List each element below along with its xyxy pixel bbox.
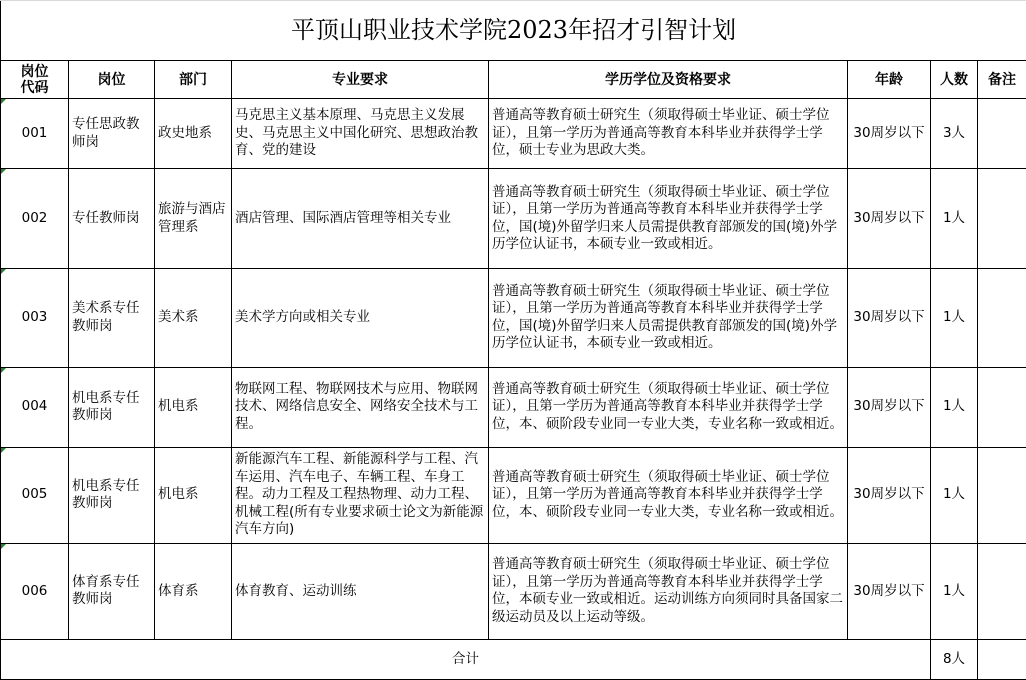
cell-count[interactable]: 1人: [931, 367, 978, 447]
title-row: [1, 1, 1026, 61]
cell-education[interactable]: 普通高等教育硕士研究生（须取得硕士毕业证、硕士学位证），且第一学历为普通高等教育本科毕业并获得学士学位，国(境)外留学归来人员需提供教育部颁发的国(境)外学历学位认证书，本硕专业一致或相近。: [489, 169, 848, 269]
cell-major[interactable]: 酒店管理、国际酒店管理等相关专业: [232, 169, 489, 269]
cell-remark[interactable]: [978, 269, 1026, 367]
cell-education[interactable]: 普通高等教育硕士研究生（须取得硕士毕业证、硕士学位证），且第一学历为普通高等教育本科毕业并获得学士学位，本、硕阶段专业同一专业大类，专业名称一致或相近。: [489, 447, 848, 543]
cell-age[interactable]: 30周岁以下: [848, 543, 931, 639]
cell-code[interactable]: 005: [1, 447, 69, 543]
table-row: [1, 269, 1026, 367]
cell-age[interactable]: 30周岁以下: [848, 169, 931, 269]
table-row: [1, 447, 1026, 543]
cell-remark[interactable]: [978, 169, 1026, 269]
cell-count[interactable]: 3人: [931, 99, 978, 169]
header-code: 岗位 代码: [1, 61, 69, 99]
header-major: 专业要求: [232, 61, 489, 99]
header-age: 年龄: [848, 61, 931, 99]
cell-position[interactable]: 体育系专任教师岗: [69, 543, 155, 639]
cell-remark[interactable]: [978, 447, 1026, 543]
page-title: 平顶山职业技术学院2023年招才引智计划: [1, 1, 1026, 61]
cell-department[interactable]: 体育系: [155, 543, 232, 639]
total-label[interactable]: 合计: [1, 639, 931, 679]
cell-remark[interactable]: [978, 543, 1026, 639]
cell-age[interactable]: 30周岁以下: [848, 99, 931, 169]
total-row: [1, 639, 1026, 679]
total-count[interactable]: 8人: [931, 639, 978, 679]
cell-code[interactable]: 002: [1, 169, 69, 269]
cell-remark[interactable]: [978, 99, 1026, 169]
cell-department[interactable]: 机电系: [155, 447, 232, 543]
header-remark: 备注: [978, 61, 1026, 99]
header-position: 岗位: [69, 61, 155, 99]
cell-education[interactable]: 普通高等教育硕士研究生（须取得硕士毕业证、硕士学位证），且第一学历为普通高等教育本科毕业并获得学士学位，本、硕阶段专业同一专业大类，专业名称一致或相近。: [489, 367, 848, 447]
cell-position[interactable]: 机电系专任教师岗: [69, 367, 155, 447]
header-department: 部门: [155, 61, 232, 99]
header-count: 人数: [931, 61, 978, 99]
cell-department[interactable]: 政史地系: [155, 99, 232, 169]
cell-department[interactable]: 机电系: [155, 367, 232, 447]
cell-major[interactable]: 体育教育、运动训练: [232, 543, 489, 639]
cell-age[interactable]: 30周岁以下: [848, 447, 931, 543]
header-education: 学历学位及资格要求: [489, 61, 848, 99]
cell-major[interactable]: 美术学方向或相关专业: [232, 269, 489, 367]
cell-major[interactable]: 物联网工程、物联网技术与应用、物联网技术、网络信息安全、网络安全技术与工程。: [232, 367, 489, 447]
cell-department[interactable]: 旅游与酒店管理系: [155, 169, 232, 269]
cell-code[interactable]: 001: [1, 99, 69, 169]
cell-education[interactable]: 普通高等教育硕士研究生（须取得硕士毕业证、硕士学位证），且第一学历为普通高等教育本科毕业并获得学士学位，硕士专业为思政大类。: [489, 99, 848, 169]
cell-count[interactable]: 1人: [931, 169, 978, 269]
cell-age[interactable]: 30周岁以下: [848, 269, 931, 367]
cell-position[interactable]: 美术系专任教师岗: [69, 269, 155, 367]
cell-department[interactable]: 美术系: [155, 269, 232, 367]
cell-major[interactable]: 马克思主义基本原理、马克思主义发展史、马克思主义中国化研究、思想政治教育、党的建设: [232, 99, 489, 169]
cell-count[interactable]: 1人: [931, 269, 978, 367]
table-row: [1, 99, 1026, 169]
table-row: [1, 367, 1026, 447]
cell-remark[interactable]: [978, 367, 1026, 447]
cell-code[interactable]: 004: [1, 367, 69, 447]
cell-count[interactable]: 1人: [931, 447, 978, 543]
header-row: [1, 61, 1026, 99]
cell-education[interactable]: 普通高等教育硕士研究生（须取得硕士毕业证、硕士学位证），且第一学历为普通高等教育本科毕业并获得学士学位，国(境)外留学归来人员需提供教育部颁发的国(境)外学历学位认证书，本硕专业一致或相近。: [489, 269, 848, 367]
cell-position[interactable]: 专任思政教师岗: [69, 99, 155, 169]
cell-education[interactable]: 普通高等教育硕士研究生（须取得硕士毕业证、硕士学位证），且第一学历为普通高等教育本科毕业并获得学士学位，本硕专业一致或相近。运动训练方向须同时具备国家二级运动员及以上运动等级。: [489, 543, 848, 639]
total-remark[interactable]: [978, 639, 1026, 679]
cell-age[interactable]: 30周岁以下: [848, 367, 931, 447]
table-row: [1, 169, 1026, 269]
cell-code[interactable]: 003: [1, 269, 69, 367]
cell-position[interactable]: 专任教师岗: [69, 169, 155, 269]
cell-major[interactable]: 新能源汽车工程、新能源科学与工程、汽车运用、汽车电子、车辆工程、车身工程。动力工程及工程热物理、动力工程、机械工程(所有专业要求硕士论文为新能源汽车方向): [232, 447, 489, 543]
cell-code[interactable]: 006: [1, 543, 69, 639]
cell-count[interactable]: 1人: [931, 543, 978, 639]
table-row: [1, 543, 1026, 639]
cell-position[interactable]: 机电系专任教师岗: [69, 447, 155, 543]
